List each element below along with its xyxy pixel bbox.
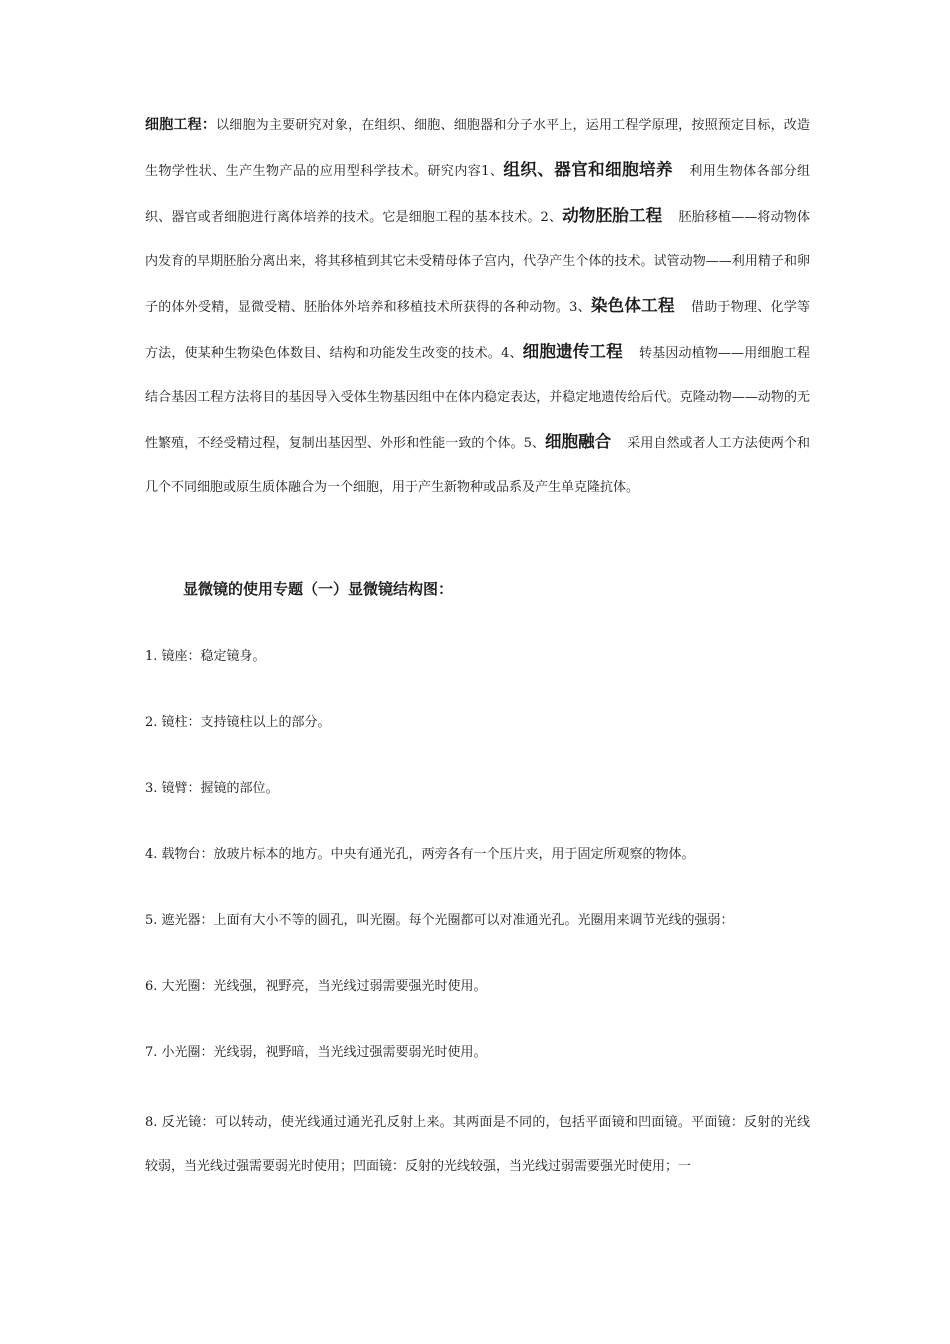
topic-cell-genetic-engineering: 细胞遗传工程 — [522, 342, 623, 361]
list-item: 1. 镜座：稳定镜身。 — [145, 649, 266, 664]
topic-chromosome-engineering-desc: 借助于物理、化学等方法，使某种生物染色体数目、结构和功能发生改变的技术。 — [145, 300, 810, 361]
topic-embryo-engineering-desc: 胚胎移植——将动物体内发育的早期胚胎分离出来，将其移植到其它未受精母体子宫内，代孕产生个体的技术。试管动物——利用精子和卵子的体外受精，显微受精、胚胎体外培养和移植技术所获得的各种动物。 — [145, 210, 810, 315]
item-number-2: 2、 — [540, 210, 563, 225]
topic-cell-fusion: 细胞融合 — [544, 432, 612, 451]
list-item: 5. 遮光器：上面有大小不等的圆孔，叫光圈。每个光圈都可以对准通光孔。光圈用来调节光线的强弱： — [145, 913, 734, 928]
topic-tissue-culture-desc: 利用生物体各部分组织、器官或者细胞进行离体培养的技术。它是细胞工程的基本技术。 — [145, 164, 810, 225]
list-item: 6. 大光圈：光线强，视野亮，当光线过弱需要强光时使用。 — [145, 979, 487, 994]
term-cell-engineering: 细胞工程： — [145, 117, 217, 133]
item-number-4: 4、 — [501, 346, 523, 361]
topic-cell-fusion-desc: 采用自然或者人工方法使两个和几个不同细胞或原生质体融合为一个细胞，用于产生新物种或品系及产生单克隆抗体。 — [145, 436, 810, 495]
topic-cell-genetic-engineering-desc: 转基因动植物——用细胞工程结合基因工程方法将目的基因导入受体生物基因组中在体内稳定表达，并稳定地遗传给后代。克隆动物——动物的无性繁殖，不经受精过程，复制出基因型、外形和性能一致的个体。 — [145, 346, 810, 451]
list-item: 3. 镜臂：握镜的部位。 — [145, 781, 279, 796]
item-number-3: 3、 — [569, 300, 591, 315]
list-item: 7. 小光圈：光线弱，视野暗，当光线过强需要弱光时使用。 — [145, 1045, 487, 1060]
item-number-5: 5、 — [523, 436, 545, 451]
list-item: 8. 反光镜：可以转动，使光线通过通光孔反射上来。其两面是不同的，包括平面镜和凹面镜。平面镜：反射的光线较弱，当光线过强需要弱光时使用；凹面镜：反射的光线较强，当光线过弱需要强光时使用；一 — [145, 1115, 810, 1174]
item-number-1: 1、 — [481, 164, 504, 179]
cell-engineering-paragraph — [145, 103, 810, 510]
list-item: 2. 镜柱：支持镜柱以上的部分。 — [145, 715, 331, 730]
topic-tissue-culture: 组织、器官和细胞培养 — [503, 160, 673, 179]
topic-embryo-engineering: 动物胚胎工程 — [562, 206, 663, 225]
definition-text: 以细胞为主要研究对象，在组织、细胞、细胞器和分子水平上，运用工程学原理，按照预定目标，改造生物学性状、生产生物产品的应用型科学技术。研究内容 — [145, 118, 810, 179]
microscope-section-heading: 显微镜的使用专题（一）显微镜结构图： — [183, 580, 454, 598]
list-item: 4. 载物台：放玻片标本的地方。中央有通光孔，两旁各有一个压片夹，用于固定所观察的物体。 — [145, 847, 695, 862]
topic-chromosome-engineering: 染色体工程 — [590, 296, 675, 315]
